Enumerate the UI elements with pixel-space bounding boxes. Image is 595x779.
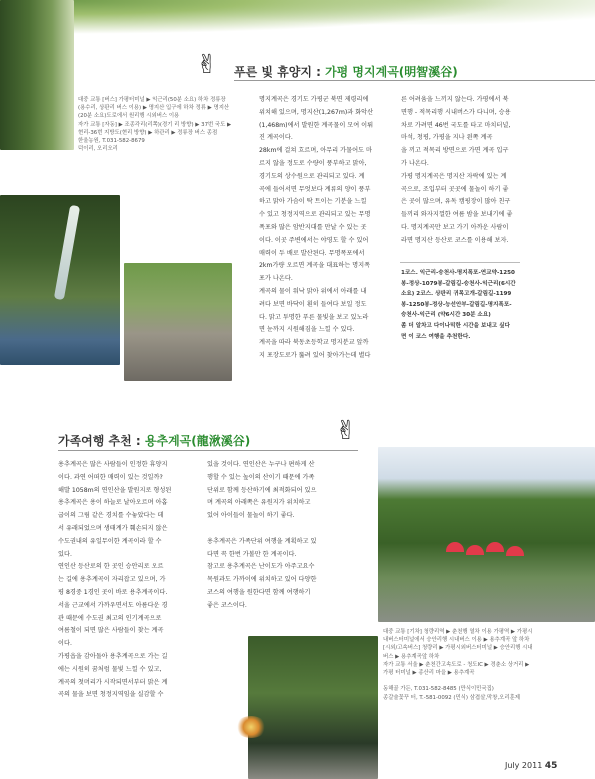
section2-transport-caption: 대중 교통 [기차] 청량리역 ▶ 춘천행 열차 이용 가평역 ▶ 가평시 내버스터미널에서 승안리행 시내버스 이용 ▶ 용추계곡 앞 하차 [시외/고속버스] 청량리 ▶ 가평시외버스터미널 ▶ 승안리행 시내 버스 ▶ 용추계곡앞 하차 자가 교통 서울 ▶ 춘천간고속도로 - 청도IC ▶ 경춘소 상거리 ▶ 가평 터미널 ▶ 종산리 마을 ▶ 용추계곡 동해골 가든, T.031-582-8485 (만식이민국집) 종갈술꽃꾸 터, T.-581-0092 (민식) 삼겹살,막창,오리훈제 xyxy=(383,629,533,701)
decorative-leaves-top xyxy=(0,0,595,40)
flower-icon xyxy=(235,716,267,738)
divider xyxy=(234,80,595,81)
forest-stream-photo xyxy=(0,0,74,150)
footer-month: July 2011 xyxy=(505,761,543,770)
v-hand-icon: ✌ xyxy=(335,416,357,446)
section2-body-col2: 있을 것이다. 연인산은 누구나 편하게 산 행할 수 있는 높이의 산이기 때문에 가족 단위로 함께 등산하기에 최적화되어 있으 며 계곡의 아래쪽은 유원지가 위치하고 있어 아이들이 물놀이 하기 좋다. 용추계곡은 가족단위 여행을 계획하고 있 다면 꼭 한번 가볼만 한 계곡이다. 참고로 용추계곡은 난이도가 아주고요수 목원과도 가까이에 위치하고 있어 다양한 코스의 여행을 원한다면 함께 여행하기 좋은 코스이다. xyxy=(207,461,317,609)
divider xyxy=(58,450,358,451)
valley-stream-photo xyxy=(248,636,378,779)
section1-route-info: 1코스. 익근리-승천사-명지폭포-연교약-1250 봉-정상-1079봉-갈림길-승천사-익근리(6시간 소요) 2코스. 상판리 귀목고개-갈림길-1199 봉-1250봉-정상-능선안부-갈림길-명지폭포- 승천사-익근리 (약6시간 30분 소요) 좀 더 알차고 다이나믹한 시간을 보내고 싶다 면 이 코스 여행을 추천한다. xyxy=(401,270,516,340)
section1-body-col2: 른 어려움을 느끼지 않는다. 가평에서 북 면행 - 적목리행 시내버스가 다니며, 승용 차로 가려면 46번 국도를 타고 마치터널, 마석, 청평, 가평을 지나 왼쪽 계곡 을 끼고 적목리 방면으로 가면 계곡 입구 가 나온다. 가평 명지계곡은 명지산 자락에 있는 계 곡으로, 조입부터 곳곳에 물놀이 하기 좋 은 곳이 많으며, 유독 캠핑장이 많아 친구 들끼리 와자지껄한 여름 밤을 보내기에 좋 다. 명지계곡만 보고 가기 아까운 사람이 라면 명지산 등산로 코스를 이용해 보자. xyxy=(401,96,513,244)
campsite-valley-photo xyxy=(378,447,595,622)
page-number: 45 xyxy=(544,761,558,771)
section1-title: 푸른 빛 휴양지 : 가평 명지계곡(明智溪谷) xyxy=(234,65,458,79)
section2-title-highlight: 용추계곡(龍湫溪谷) xyxy=(144,434,251,448)
section2-title: 가족여행 추천 : 용추계곡(龍湫溪谷) xyxy=(58,434,251,448)
rocky-stream-photo xyxy=(124,263,232,381)
section1-transport-caption: 대중 교통 [버스] 가평터미널 ▶ 익근리(50분 소요) 하차 정류장 (용수리, 상판리 버스 이용) ▶ 명지산 입구에 하차 정류 ▶ 명지산 (20분 소요)도로에서 원리행 시외버스 이용 자가 교통 [자동] ▶ 조종각리(리쪽)(경기 리 방향) ▶ 37번 국도 ▶ 현리-36번 지방도(현리 방향) ▶ 하관리 ▶ 정류장 버스 종점 한울농원, T.031-582-8679 덕이리, 오리오리 xyxy=(78,97,232,153)
section1-title-highlight: 가평 명지계곡(明智溪谷) xyxy=(325,65,458,79)
section2-body-col1: 용추계곡은 많은 사람들이 인정한 휴양지 이다. 과연 어떠한 매력이 있는 것일까? 해발 1058m의 연인산을 발원지로 형성된 용추계곡은 용이 하늘로 날아오르며 아홉 굽이의 그림 같은 경치를 수놓았다는 데 서 유래되었으며 생태계가 훼손되지 않은 수도권내의 유일무이한 계곡이라 할 수 있다. 연인산 등산로의 한 곳인 승안리로 오르 는 길에 용추계곡이 자리잡고 있으며, 가 평 8경중 1경인 곳이 바로 용추계곡이다. 서울 근교에서 가까우면서도 아름다운 경 관 때문에 수도권 최고의 인기계곡으로 여름철이 되면 많은 사람들이 찾는 계곡 이다. 가평읍을 감아돌아 용추계곡으로 가는 길 에는 시원히 꿈처럼 물빛 느낄 수 있고, 계곡의 첫머리가 시작되면서부터 맑은 계 곡의 물을 보면 청정지역임을 실감할 수 xyxy=(58,461,172,699)
section1-body-col1: 명지계곡은 경기도 가평군 북면 제령리에 위치해 있으며, 명지산(1,267m)과 화악산 (1,468m)에서 발원한 계곡물이 모여 이뤄 진 계곡이다. 28km에 걸쳐 흐르며, 아무리 가물어도 마 르지 않을 정도로 수량이 풍부하고 맑아, 경기도의 상수원으로 관리되고 있다. 계 곡에 들어서면 무엇보다 계류의 양이 풍부 하고 맑아 가슴이 탁 트이는 기분을 느낄 수 있고 청정지역으로 관리되고 있는 무명 폭포와 많은 암반지대를 만날 수 있는 곳 이다. 이곳 주변에서는 야영도 할 수 있어 매력이 두 배로 발산된다. 무명폭포에서 2km가량 오르면 계곡을 대표하는 명지폭 포가 나온다. 계곡의 물이 워낙 맑아 위에서 아래를 내 려다 보면 바닥이 훤히 들여다 보일 정도 다. 맑고 투명한 푸른 물빛을 보고 있노라 면 눈까지 시원해짐을 느낄 수 있다. 계곡을 따라 북동초등학교 명지분교 앞까 지 포장도로가 뚫려 있어 찾아가는데 별다 xyxy=(259,96,374,359)
waterfall-photo xyxy=(0,195,120,365)
page-footer xyxy=(505,761,557,771)
divider xyxy=(400,262,520,263)
v-hand-icon: ✌ xyxy=(196,50,218,80)
